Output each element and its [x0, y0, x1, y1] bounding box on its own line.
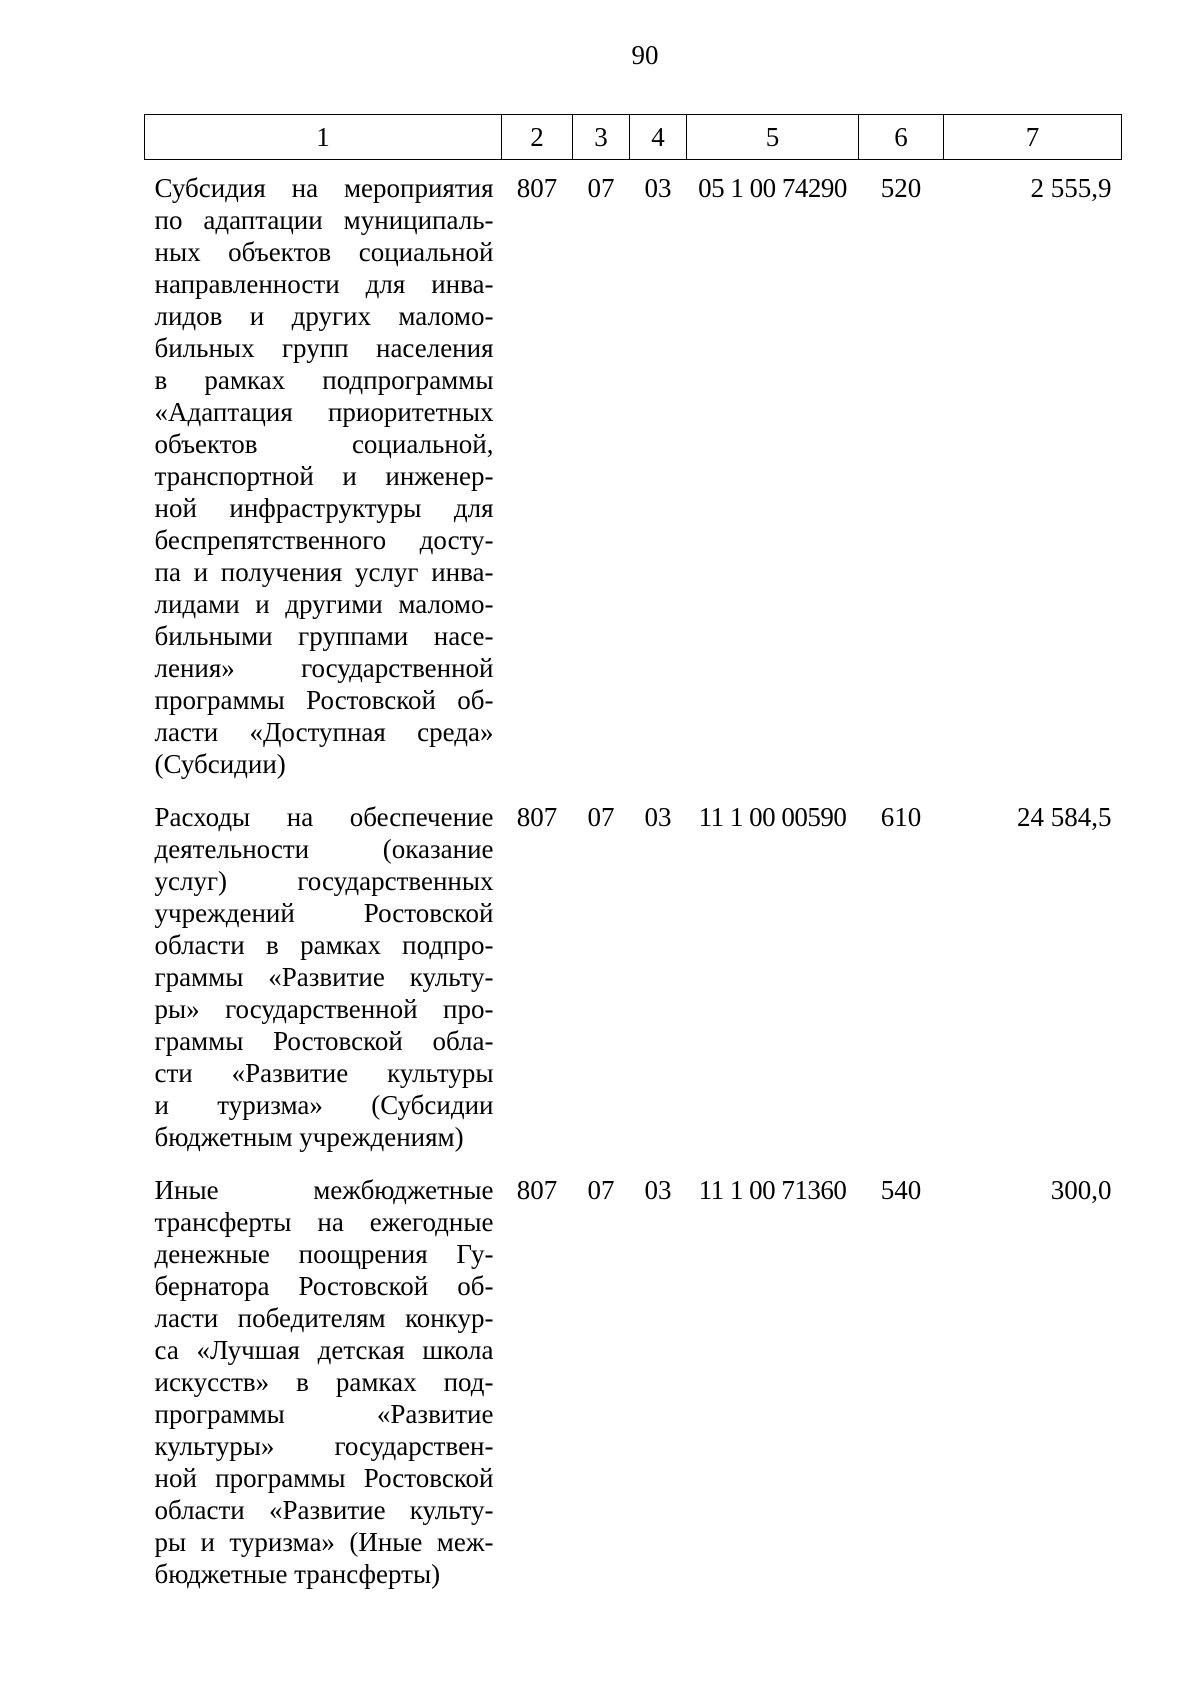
description-line: ных объектов социальной — [154, 237, 494, 267]
description-line: ления» государственной — [154, 653, 494, 683]
row-description — [145, 160, 502, 781]
table-row — [145, 1153, 1122, 1590]
description-line: граммы Ростовской обла- — [154, 1026, 494, 1056]
description-line: ной инфраструктуры для — [154, 493, 494, 523]
description-line: услуг) государственных — [154, 866, 494, 896]
description-line: объектов социальной, — [154, 429, 494, 459]
header-col-6: 6 — [859, 115, 944, 160]
page-number: 90 — [631, 40, 659, 70]
description-line: Расходы на обеспечение — [154, 802, 494, 832]
description-line: лидов и других маломо- — [154, 301, 494, 331]
description-line: денежные поощрения Гу- — [154, 1239, 494, 1269]
description-line: трансферты на ежегодные — [154, 1207, 494, 1237]
budget-table — [144, 114, 1122, 1590]
section-code: 07 — [587, 173, 615, 203]
amount: 300,0 — [1050, 1175, 1112, 1205]
description-line: «Адаптация приоритетных — [154, 397, 494, 427]
header-col-1: 1 — [145, 115, 502, 160]
section-code: 07 — [587, 802, 615, 832]
description-line: Субсидия на мероприятия — [154, 173, 494, 203]
description-line: направленности для инва- — [154, 269, 494, 299]
description-line: сти «Развитие культуры — [154, 1058, 494, 1088]
row-description — [145, 1153, 502, 1590]
description-line: программы «Развитие — [154, 1399, 494, 1429]
description-line: культуры» государствен- — [154, 1431, 494, 1461]
target-article-code: 05 1 00 74290 — [698, 173, 847, 203]
description-line: Иные межбюджетные — [154, 1175, 494, 1205]
description-line: лидами и другими маломо- — [154, 589, 494, 619]
description-line: бильных групп населения — [154, 333, 494, 363]
header-col-7: 7 — [944, 115, 1122, 160]
header-col-2: 2 — [502, 115, 573, 160]
row-description — [145, 780, 502, 1153]
description-line: ры и туризма» (Иные меж- — [154, 1527, 494, 1557]
description-line: области «Развитие культу- — [154, 1495, 494, 1525]
description-line: транспортной и инженер- — [154, 461, 494, 491]
subsection-code: 03 — [644, 802, 672, 832]
description-line: ласти «Доступная среда» — [154, 717, 494, 747]
expense-type-code: 540 — [880, 1175, 922, 1205]
header-col-4: 4 — [630, 115, 687, 160]
description-line: в рамках подпрограммы — [154, 365, 494, 395]
description-line: ной программы Ростовской — [154, 1463, 494, 1493]
section-code: 07 — [587, 1175, 615, 1205]
table-body — [145, 160, 1122, 1591]
description-line: (Субсидии) — [154, 749, 286, 779]
description-line: по адаптации муниципаль- — [154, 205, 494, 235]
description-line: и туризма» (Субсидии — [154, 1090, 494, 1120]
target-article-code: 11 1 00 00590 — [698, 802, 847, 832]
description-line: области в рамках подпро- — [154, 930, 494, 960]
description-line: граммы «Развитие культу- — [154, 962, 494, 992]
expense-type-code: 520 — [880, 173, 922, 203]
description-line: бюджетные трансферты) — [154, 1559, 441, 1589]
description-line: беспрепятственного досту- — [154, 525, 494, 555]
description-line: са «Лучшая детская школа — [154, 1335, 494, 1365]
description-line: программы Ростовской об- — [154, 685, 494, 715]
description-line: бюджетным учреждениям) — [154, 1122, 464, 1152]
ministry-code: 807 — [516, 802, 558, 832]
ministry-code: 807 — [516, 173, 558, 203]
expense-type-code: 610 — [880, 802, 922, 832]
subsection-code: 03 — [644, 173, 672, 203]
description-line: ласти победителям конкур- — [154, 1303, 494, 1333]
description-line: бернатора Ростовской об- — [154, 1271, 494, 1301]
description-line: бильными группами насе- — [154, 621, 494, 651]
target-article-code: 11 1 00 71360 — [698, 1175, 847, 1205]
header-col-3: 3 — [573, 115, 630, 160]
table-row — [145, 160, 1122, 781]
subsection-code: 03 — [644, 1175, 672, 1205]
description-line: деятельности (оказание — [154, 834, 494, 864]
description-line: учреждений Ростовской — [154, 898, 494, 928]
description-line: искусств» в рамках под- — [154, 1367, 494, 1397]
table-row — [145, 780, 1122, 1153]
description-line: ры» государственной про- — [154, 994, 494, 1024]
ministry-code: 807 — [516, 1175, 558, 1205]
header-row — [145, 115, 1122, 160]
amount: 24 584,5 — [1017, 802, 1112, 832]
header-col-5: 5 — [687, 115, 859, 160]
amount: 2 555,9 — [1030, 173, 1112, 203]
description-line: па и получения услуг инва- — [154, 557, 494, 587]
